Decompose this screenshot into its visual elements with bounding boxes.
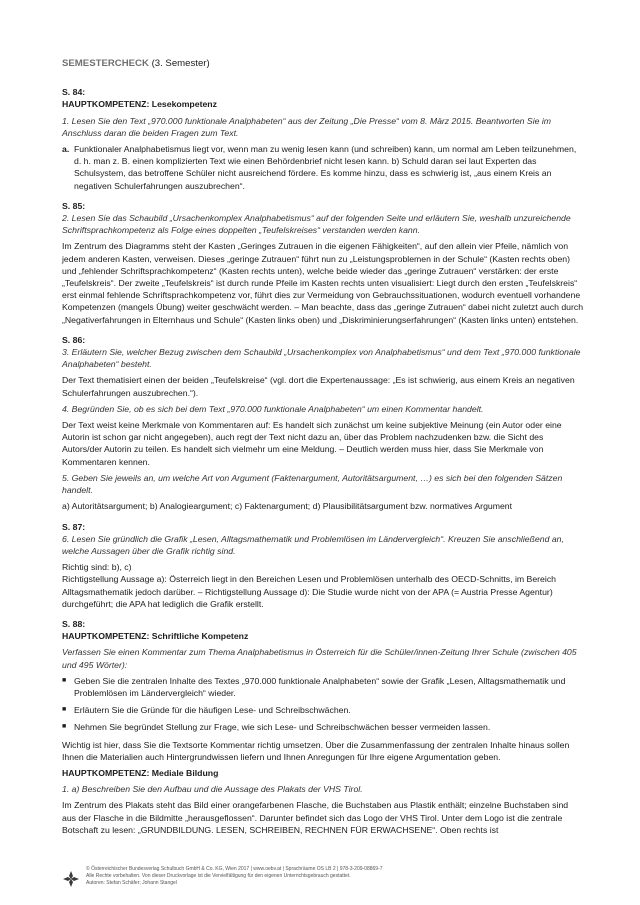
task-text: 1. Lesen Sie den Text „970.000 funktionale Analphabeten“ aus der Zeitung „Die Presse“ vom 8. März 2015. Beantworten Sie im Anschluss daran die beiden Fragen zum Text. — [62, 115, 552, 138]
bullet-list — [62, 675, 584, 734]
rights-line: Alle Rechte vorbehalten. Von dieser Druckvorlage ist die Vervielfältigung für den eigenen Unterrichtsgebrauch gestattet. — [86, 873, 351, 879]
list-item-text: Geben Sie die zentralen Inhalte des Textes „970.000 funktionale Analphabeten“ sowie der Grafik „Lesen, Alltagsmathematik und Problemlösen im Ländervergleich“ wieder. — [74, 675, 566, 698]
answer-text: Im Zentrum des Diagramms steht der Kasten „Geringes Zutrauen in die eigenen Fähigkeiten“, auf den allein vier Pfeile, nämlich von jedem anderen Kasten, verweisen. Dieses „geringe Zutrauen“ führt nun zu „Leistungsproblemen in der Schule“ (Kasten rechts oben) und „fehlender Schriftsprachkompetenz“ (Kasten rechts unten), welche beide wieder das „geringe Zutrauen“ verstärken: der erste „Teufelskreis“. Der zweite „Teufelskreis“ ist durch runde Pfeile im Kasten rechts unten visualisiert: Liegt durch den ersten „Teufelskreis“ erst einmal fehlende Schriftsprachkompetenz vor, führt dies zur Vermeidung von Gebrauchssituationen, wodurch eventuell vorhandene Kompetenzen (mangels Übung) weiter geschwächt werden. – Man beachte, dass das „geringe Zutrauen“ dabei nicht zuletzt auch durch „Negativerfahrungen in Elternhaus und Schule“ (Kasten links oben) und „Diskriminierungserfahrungen“ (Kasten links unten) entstehen. — [62, 241, 584, 325]
task-text: 6. Lesen Sie gründlich die Grafik „Lesen, Alltagsmathematik und Problemlösen im Ländervergleich“. Kreuzen Sie anschließend an, welche Aussagen über die Grafik richtig sind. — [62, 533, 564, 556]
document-page — [62, 58, 584, 840]
answer-text: Der Text thematisiert einen der beiden „Teufelskreise“ (vgl. dort die Expertenaussage: „Es ist schwierig, aus einem Kreis an negativen Schulerfahrungen auszubrechen.“). — [62, 375, 575, 398]
section-s86 — [62, 334, 584, 513]
page-ref-s85: S. 85: — [62, 200, 86, 211]
section-s87 — [62, 521, 584, 610]
section-s88 — [62, 618, 584, 836]
list-item — [62, 675, 584, 699]
competence-heading: HAUPTKOMPETENZ: Lesekompetenz — [62, 99, 217, 110]
bullet-square-icon: ■ — [62, 706, 67, 714]
list-item-text: Erläutern Sie die Gründe für die häufigen Lese- und Schreibschwächen. — [74, 705, 351, 716]
answer-item — [62, 143, 584, 192]
copyright-line: © Österreichischer Bundesverlag Schulbuch GmbH & Co. KG, Wien 2017 | www.oebv.at | Sprachräume OS LB 2 | 978-3-209-08869-7 — [86, 866, 383, 872]
task-text: Verfassen Sie einen Kommentar zum Thema Analphabetismus in Österreich für die Schüler/innen-Zeitung Ihrer Schule (zwischen 405 und 495 Wörter): — [62, 647, 577, 670]
note-text: Wichtig ist hier, dass Sie die Textsorte Kommentar richtig umsetzen. Über die Zusammenfassung der zentralen Inhalte hinaus sollen Ihnen die Materialien auch Hintergrundwissen liefern und Ihnen Anregungen für Ihre eigene Argumentation geben. — [62, 739, 570, 762]
publisher-logo-icon — [62, 870, 80, 888]
list-item — [62, 704, 584, 716]
semester-term: (3. Semester) — [151, 58, 210, 69]
task-text: 5. Geben Sie jeweils an, um welche Art von Argument (Faktenargument, Autoritätsargument, …) es sich bei den folgenden Sätzen handelt. — [62, 472, 563, 496]
answer-text: Richtig sind: b), c) — [62, 562, 132, 573]
list-item — [62, 721, 584, 733]
competence-heading: HAUPTKOMPETENZ: Schriftliche Kompetenz — [62, 631, 249, 642]
answer-text: Im Zentrum des Plakats steht das Bild einer orangefarbenen Flasche, die Buchstaben aus Plastik enthält; einzelne Buchstaben sind aus der Flasche in die Bildmitte „herausgeflossen“. Darunter befindet sich das Logo der VHS Tirol. Unter dem Logo ist die zentrale Botschaft zu lesen: „GRUNDBILDUNG. LESEN, SCHREIBEN, RECHNEN FÜR ERWACHSENE“. Oben rechts ist — [62, 800, 569, 835]
list-item-text: Nehmen Sie begründet Stellung zur Frage, wie sich Lese- und Schreibschwächen besser vermeiden lassen. — [74, 722, 491, 733]
page-ref-s84: S. 84: — [62, 87, 86, 98]
answer-text: Richtigstellung Aussage a): Österreich liegt in den Bereichen Lesen und Problemlösen unterhalb des OECD-Schnitts, im Bereich Alltagsmathematik jedoch darüber. – Richtigstellung Aussage d): Die Studie wurde nicht von der APA (= Austria Presse Agentur) durchgeführt; die APA hat lediglich die Grafik erstellt. — [62, 574, 556, 609]
page-footer — [62, 866, 582, 894]
task-text: 4. Begründen Sie, ob es sich bei dem Text „970.000 funktionale Analphabeten“ um einen Kommentar handelt. — [62, 403, 484, 414]
page-ref-s87: S. 87: — [62, 521, 86, 532]
page-ref-s88: S. 88: — [62, 618, 86, 629]
semester-header — [62, 58, 584, 70]
authors-line: Autoren: Stefan Schäfer; Johann Stangel — [86, 880, 177, 886]
section-s85 — [62, 200, 584, 326]
page-ref-s86: S. 86: — [62, 334, 86, 345]
task-text: 1. a) Beschreiben Sie den Aufbau und die Aussage des Plakats der VHS Tirol. — [62, 784, 363, 795]
competence-heading: HAUPTKOMPETENZ: Mediale Bildung — [62, 767, 219, 778]
task-text: 3. Erläutern Sie, welcher Bezug zwischen dem Schaubild „Ursachenkomplex von Analphabetismus“ und dem Text „970.000 funktionale Analphabeten“ besteht. — [62, 347, 581, 370]
answer-text: Funktionaler Analphabetismus liegt vor, wenn man zu wenig lesen kann (und schreiben) kann, um normal am Leben teilzunehmen, d. h. man z. B. einen komplizierten Text wie einen Behördenbrief nicht lesen kann. b) Schuld daran sei laut Experten das Schulsystem, das betroffene Schüler nicht ausreichend fördere. Es komme hinzu, dass es schwierig ist, „aus einem Kreis an negativen Schulerfahrungen auszubrechen“. — [74, 144, 577, 191]
footer-text — [86, 866, 383, 887]
section-s84 — [62, 86, 584, 192]
semester-label: SEMESTERCHECK — [62, 58, 149, 69]
answer-text: Der Text weist keine Merkmale von Kommentaren auf: Es handelt sich zunächst um keine subjektive Meinung (ein Autor oder eine Autorin ist schon gar nicht angegeben), auch regt der Text nicht dazu an, über das Problem nachzudenken bzw. die Sicht des Autors/der Autorin zu teilen. Es handelt sich vielmehr um eine Meldung. – Deutlich werden muss hier, dass Sie Merkmale von Kommentaren kennen. — [62, 420, 562, 467]
answer-label: a. — [62, 144, 70, 155]
bullet-square-icon: ■ — [62, 676, 67, 684]
bullet-square-icon: ■ — [62, 723, 67, 731]
answer-text: a) Autoritätsargument; b) Analogieargument; c) Faktenargument; d) Plausibilitätsargument bzw. normatives Argument — [62, 501, 513, 512]
task-text: 2. Lesen Sie das Schaubild „Ursachenkomplex Analphabetismus“ auf der folgenden Seite und erläutern Sie, weshalb unzureichende Schriftsprachkompetenz als Folge eines doppelten „Teufelskreises“ verstanden werden kann. — [62, 213, 571, 236]
